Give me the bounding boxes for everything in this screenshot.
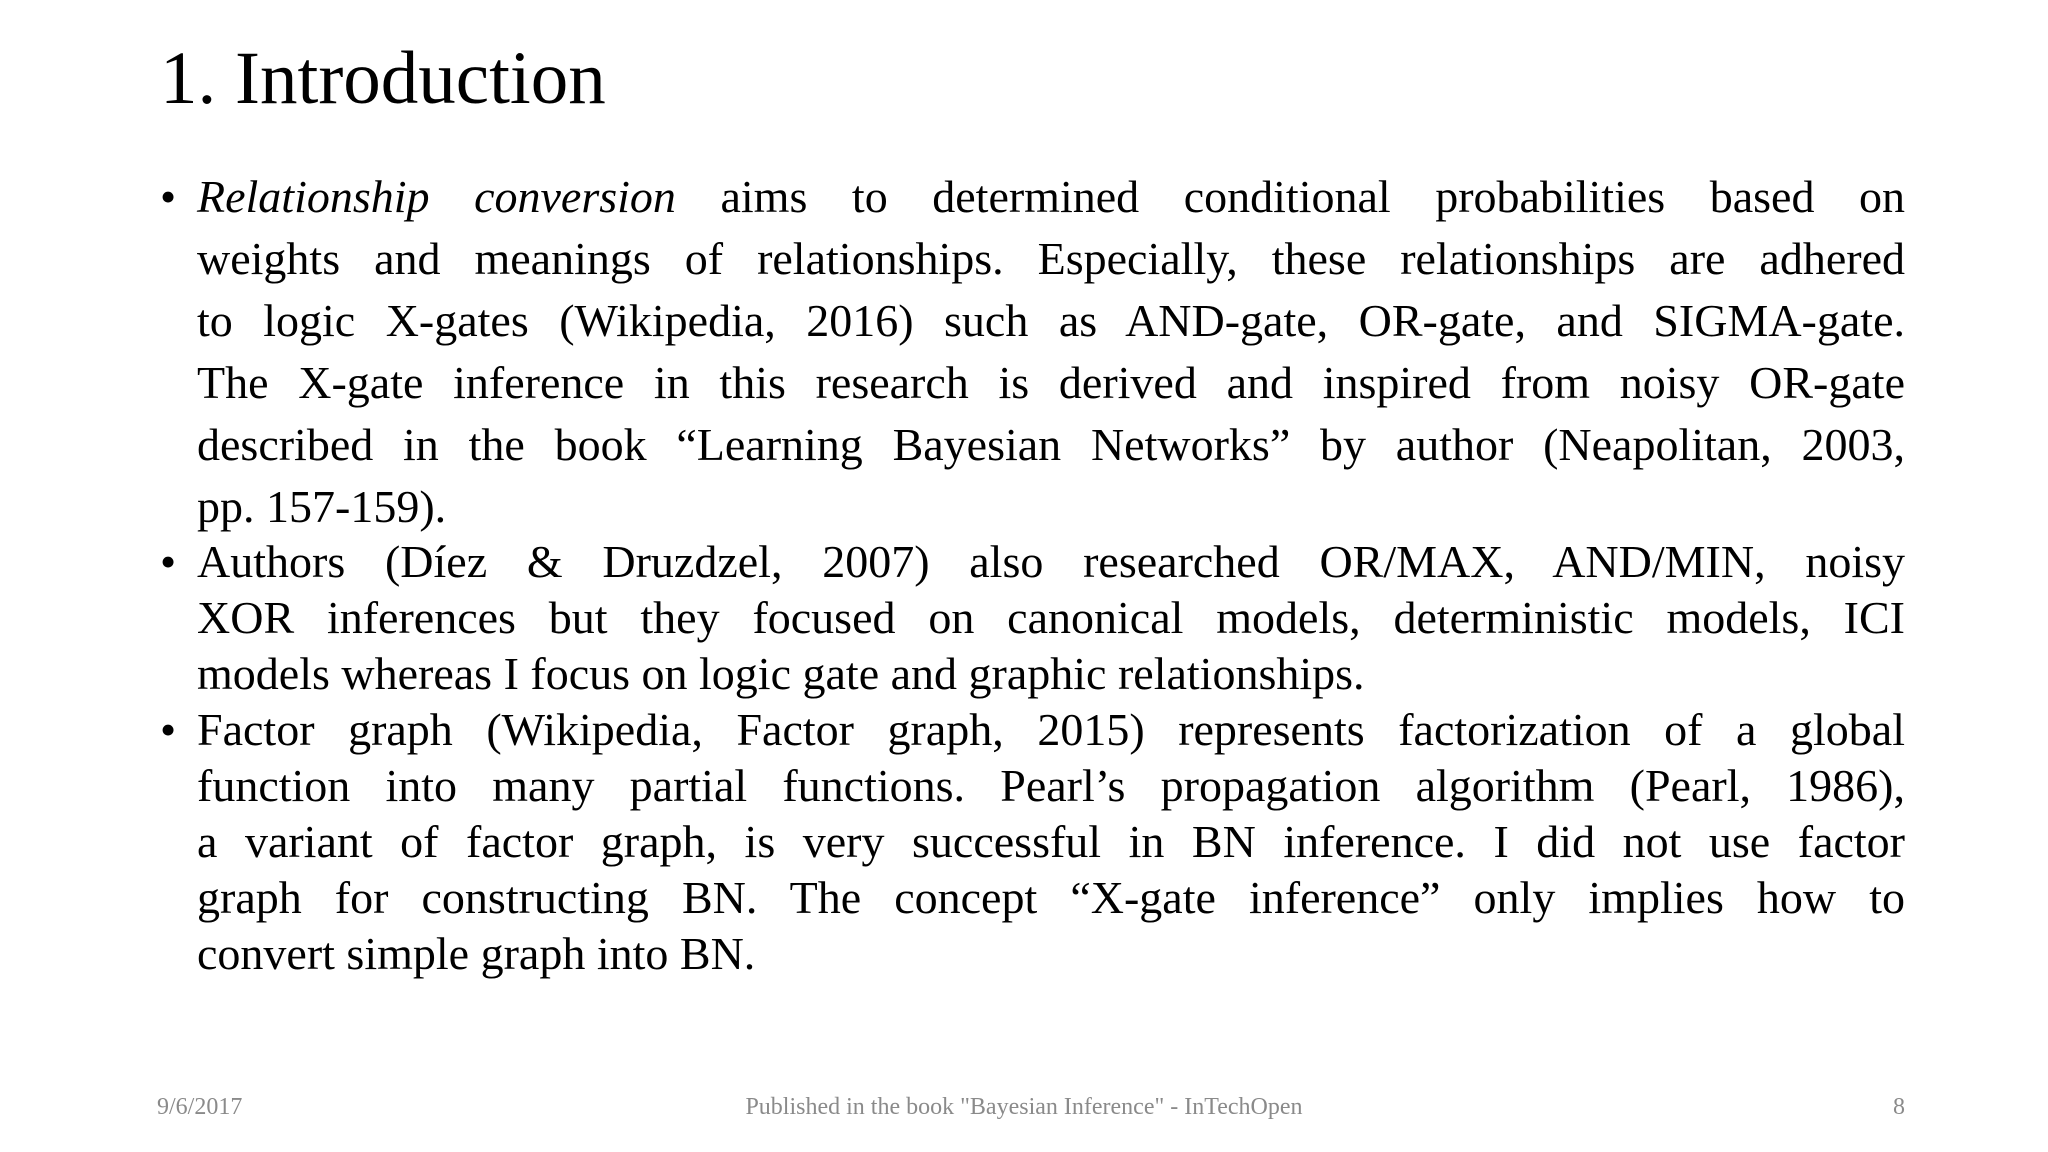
footer-date: 9/6/2017 — [157, 1094, 243, 1120]
bullet-1-line-3: to logic X-gates (Wikipedia, 2016) such as AND-gate, OR-gate, and SIGMA-gate. — [197, 295, 1905, 346]
slide-title: 1. Introduction — [160, 37, 606, 120]
bullet-marker: • — [160, 704, 177, 755]
bullet-3-line-1: Factor graph (Wikipedia, Factor graph, 2015) represents factorization of a global — [197, 704, 1905, 755]
bullet-3-line-2: function into many partial functions. Pearl’s propagation algorithm (Pearl, 1986), — [197, 760, 1905, 811]
bullet-3-line-5: convert simple graph into BN. — [197, 928, 756, 979]
bullet-3-line-4: graph for constructing BN. The concept “X-gate inference” only implies how to — [197, 872, 1905, 923]
bullet-2-line-2: XOR inferences but they focused on canonical models, deterministic models, ICI — [197, 592, 1905, 643]
bullet-1-line-4: The X-gate inference in this research is derived and inspired from noisy OR-gate — [197, 357, 1905, 408]
bullet-2-line-3: models whereas I focus on logic gate and graphic relationships. — [197, 648, 1365, 699]
bullet-1-line-1 — [197, 168, 1905, 226]
bullet-3-line-3: a variant of factor graph, is very successful in BN inference. I did not use factor — [197, 816, 1905, 867]
footer-publication: Published in the book "Bayesian Inference" - InTechOpen — [745, 1094, 1303, 1120]
bullet-1-line-5: described in the book “Learning Bayesian Networks” by author (Neapolitan, 2003, — [197, 419, 1905, 470]
bullet-1-line-6: pp. 157-159). — [197, 481, 447, 532]
bullet-marker: • — [160, 536, 177, 587]
bullet-marker: • — [160, 171, 177, 222]
term-emphasis: Relationship conversion — [197, 171, 676, 222]
slide-number: 8 — [1893, 1094, 1905, 1120]
bullet-2-line-1: Authors (Díez & Druzdzel, 2007) also researched OR/MAX, AND/MIN, noisy — [197, 536, 1905, 587]
line-text: aims to determined conditional probabilities based on — [675, 171, 1906, 222]
bullet-1-line-2: weights and meanings of relationships. Especially, these relationships are adhered — [197, 233, 1905, 284]
